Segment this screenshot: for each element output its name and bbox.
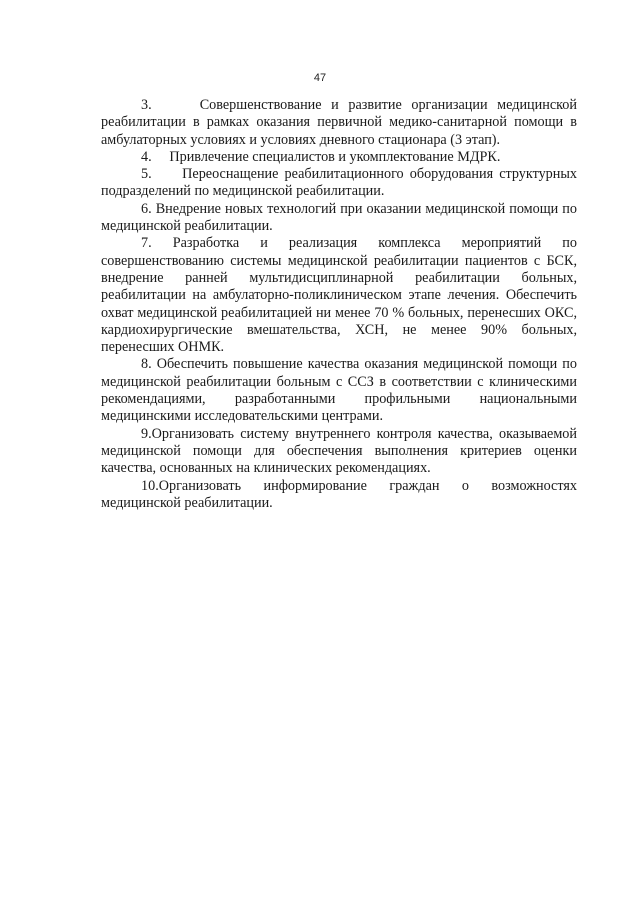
list-item-9: 9.Организовать систему внутреннего контроля качества, оказываемой медицинской помощи для обеспечения выполнения критериев оценки качества, основанных на клинических рекомендациях. xyxy=(101,425,577,477)
page-number: 47 xyxy=(313,72,327,84)
list-item-4: 4. Привлечение специалистов и укомплектование МДРК. xyxy=(141,148,501,165)
list-item-6: 6. Внедрение новых технологий при оказании медицинской помощи по медицинской реабилитации. xyxy=(101,200,577,235)
list-item-8: 8. Обеспечить повышение качества оказания медицинской помощи по медицинской реабилитации больным с ССЗ в соответствии с клиническими рекомендациями, разработанными профильными национальными медицинскими исследовательскими центрами. xyxy=(101,356,577,425)
list-item-5: 5. Переоснащение реабилитационного оборудования структурных подразделений по медицинской реабилитации. xyxy=(101,166,577,200)
list-item-10: 10.Организовать информирование граждан о возможностях медицинской реабилитации. xyxy=(101,477,577,511)
list-item-7: 7. Разработка и реализация комплекса мероприятий по совершенствованию системы медицинской реабилитации пациентов с БСК, внедрение ранней мультидисциплинарной реабилитации больных, реабилитации на амбулаторно-поликлиническом этапе лечения. Обеспечить охват медицинской реабилитацией ни менее 70 % больных, перенесших ОКС, кардиохирургические вмешательства, ХСН, не менее 90% больных, перенесших ОНМК. xyxy=(101,235,577,356)
list-item-3: 3. Совершенствование и развитие организации медицинской реабилитации в рамках оказания первичной медико-санитарной помощи в амбулаторных условиях и условиях дневного стационара (3 этап). xyxy=(101,97,577,148)
document-body xyxy=(101,97,577,512)
